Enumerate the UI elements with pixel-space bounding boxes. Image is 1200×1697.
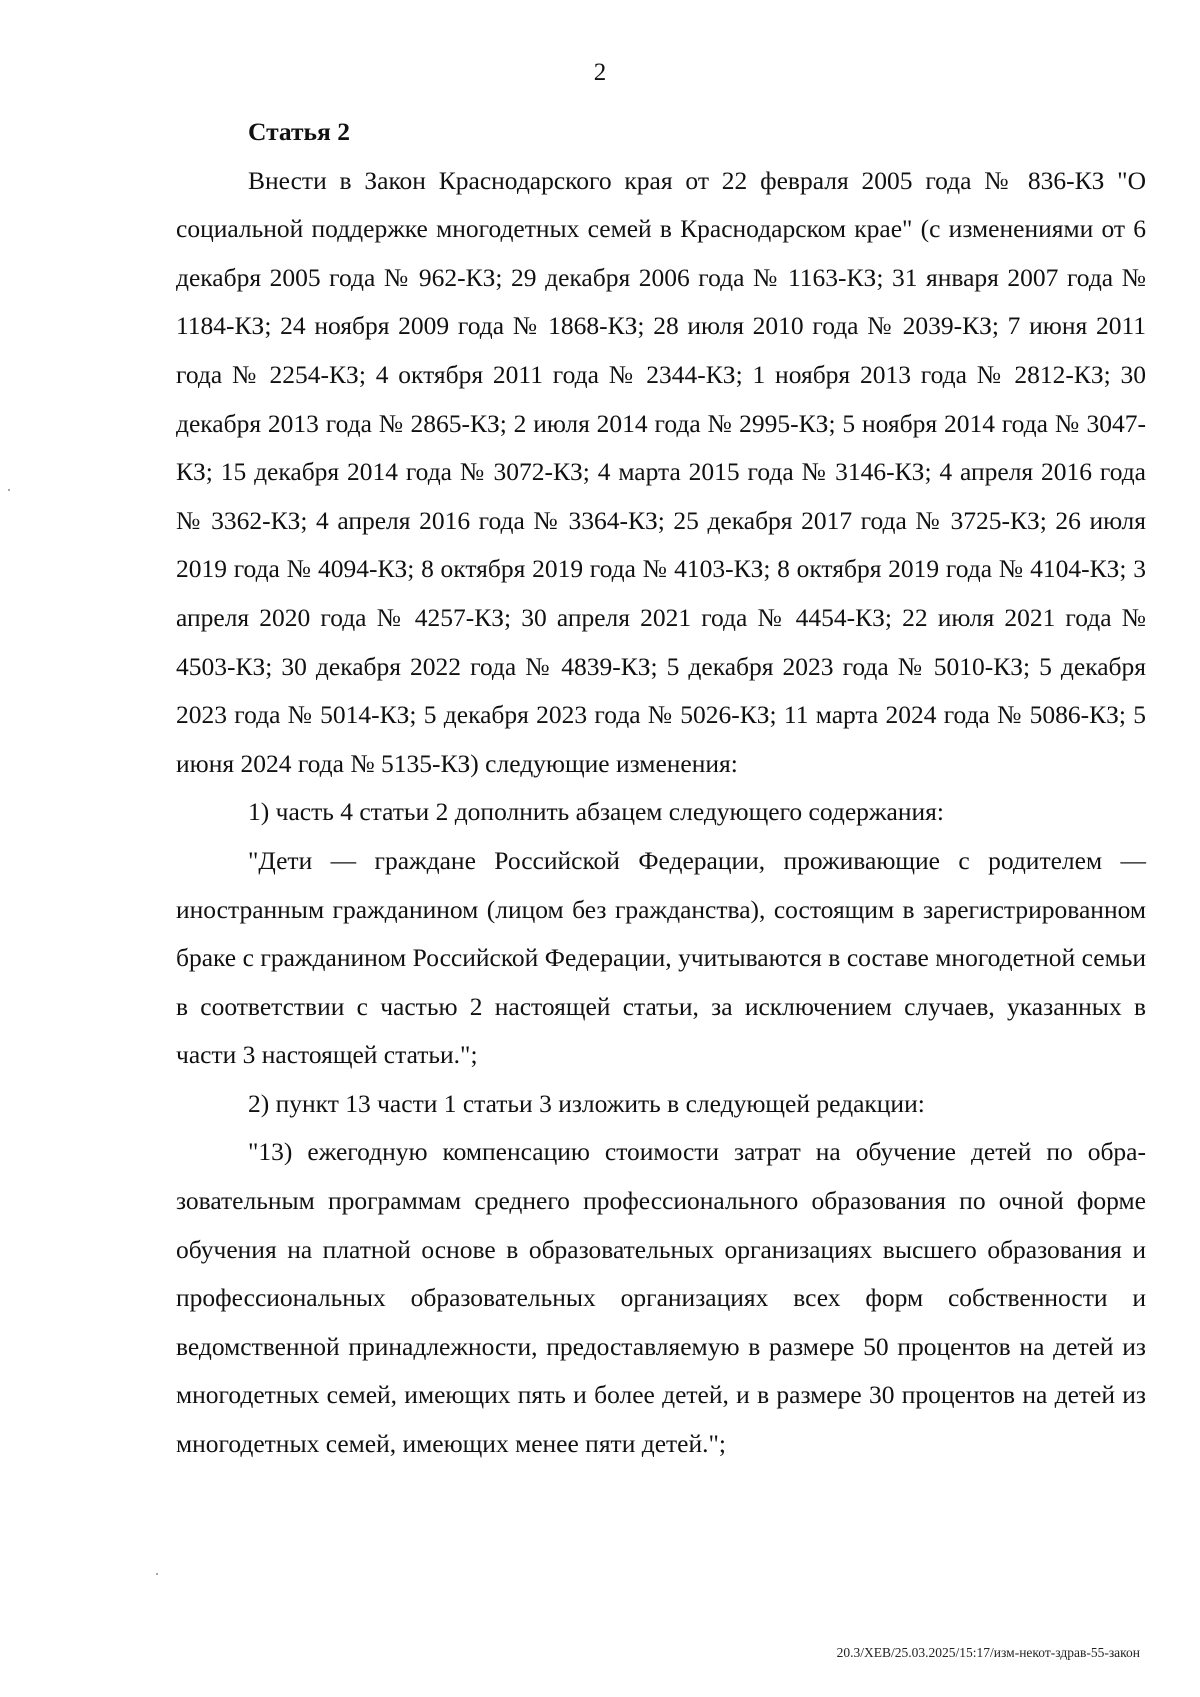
document-footer-code: 20.3/ХЕВ/25.03.2025/15:17/изм-некот-здрав-55-закон [836, 1645, 1140, 1660]
amendment-item-2-text: "13) ежегодную компенсацию стоимости затрат на обучение детей по образовательным программам среднего профессионального образования по очной форме обучения на платной основе в образовательных организациях высшего образования и профессиональных образовательных организациях всех форм собственности и ведомственной принадлежности, предоставляемую в размере 50 процентов на детей из многодетных семей, имеющих пять и более детей, и в размере 30 процентов на детей из многодетных семей, имеющих менее пяти детей."; [176, 1137, 1146, 1459]
amendment-item-1-text: "Дети — граждане Российской Федерации, проживающие с родителем — иностранным гражданином (лицом без гражданства), состоящим в зарегистрированном браке с гражданином Российской Федерации, учитываются в составе многодетной семьи в соответствии с частью 2 настоящей статьи, за исключением случаев, указанных в части 3 настоящей статьи."; [176, 845, 1146, 1070]
article-intro-paragraph: Внести в Закон Краснодарского края от 22 февраля 2005 года № 836-КЗ "О социальной поддержке многодетных семей в Краснодарском крае" (с изменениями от 6 декабря 2005 года № 962-КЗ; 29 декабря 2006 года № 1163-КЗ; 31 января 2007 года № 1184-КЗ; 24 ноября 2009 года № 1868-КЗ; 28 июля 2010 года № 2039-КЗ; 7 июня 2011 года № 2254-КЗ; 4 октября 2011 года № 2344-КЗ; 1 ноября 2013 года № 2812-КЗ; 30 декабря 2013 года № 2865-КЗ; 2 июля 2014 года № 2995-КЗ; 5 ноября 2014 года № 3047-КЗ; 15 декабря 2014 года № 3072-КЗ; 4 марта 2015 года № 3146-КЗ; 4 апреля 2016 года № 3362-КЗ; 4 апреля 2016 года № 3364-КЗ; 25 декабря 2017 года № 3725-КЗ; 26 июля 2019 года № 4094-КЗ; 8 октября 2019 года № 4103-КЗ; 8 октября 2019 года № 4104-КЗ; 3 апреля 2020 года № 4257-КЗ; 30 апреля 2021 года № 4454-КЗ; 22 июля 2021 года № 4503-КЗ; 30 декабря 2022 года № 4839-КЗ; 5 декабря 2023 года № 5010-КЗ; 5 декабря 2023 года № 5014-КЗ; 5 декабря 2023 года № 5026-КЗ; 11 марта 2024 года № 5086-КЗ; 5 июня 2024 года № 5135-КЗ) следующие изменения: [176, 165, 1146, 778]
article-heading: Статья 2 [248, 117, 350, 146]
page-number: 2 [593, 59, 607, 86]
document-body [176, 108, 1146, 1469]
amendment-item-1-intro: 1) часть 4 статьи 2 дополнить абзацем следующего содержания: [248, 797, 944, 827]
amendment-item-2-intro: 2) пункт 13 части 1 статьи 3 изложить в следующей редакции: [248, 1088, 925, 1118]
scan-speck [156, 1573, 158, 1575]
scan-speck [8, 489, 10, 491]
